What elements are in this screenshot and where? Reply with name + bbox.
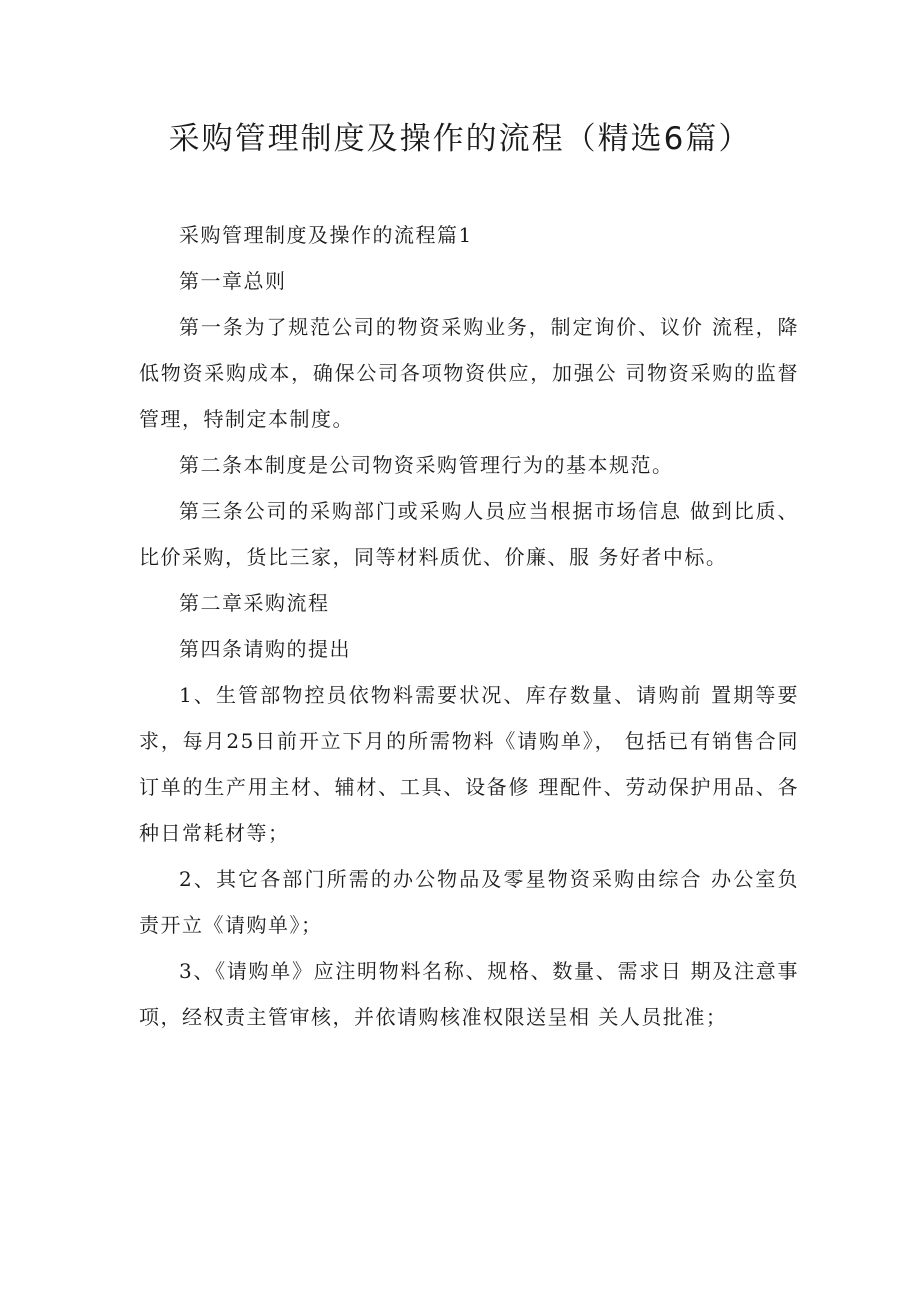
chapter-heading: 第一章总则	[179, 269, 287, 293]
paragraph: 第三条公司的采购部门或采购人员应当根据市场信息 做到比质、比价采购，货比三家，同等材料质优、价廉、服 务好者中标。	[139, 499, 799, 569]
section-heading: 采购管理制度及操作的流程篇1	[179, 223, 473, 247]
list-item: 3、《请购单》应注明物料名称、规格、数量、需求日 期及注意事项，经权责主管审核，并依请购核准权限送呈相 关人员批准；	[139, 959, 799, 1029]
article-heading: 第四条请购的提出	[179, 637, 351, 661]
paragraph: 第二条本制度是公司物资采购管理行为的基本规范。	[179, 453, 674, 477]
document-body	[139, 212, 799, 1040]
chapter-heading: 第二章采购流程	[179, 591, 330, 615]
list-item: 1、生管部物控员依物料需要状况、库存数量、请购前 置期等要求，每月25日前开立下月的所需物料《请购单》， 包括已有销售合同订单的生产用主材、辅材、工具、设备修 理配件、劳动保护用品、各种日常耗材等；	[139, 683, 799, 845]
paragraph: 第一条为了规范公司的物资采购业务，制定询价、议价 流程，降低物资采购成本，确保公司各项物资供应，加强公 司物资采购的监督管理，特制定本制度。	[139, 315, 799, 431]
list-item: 2、其它各部门所需的办公物品及零星物资采购由综合 办公室负责开立《请购单》；	[139, 867, 799, 937]
document-title: 采购管理制度及操作的流程（精选6篇）	[168, 121, 752, 157]
